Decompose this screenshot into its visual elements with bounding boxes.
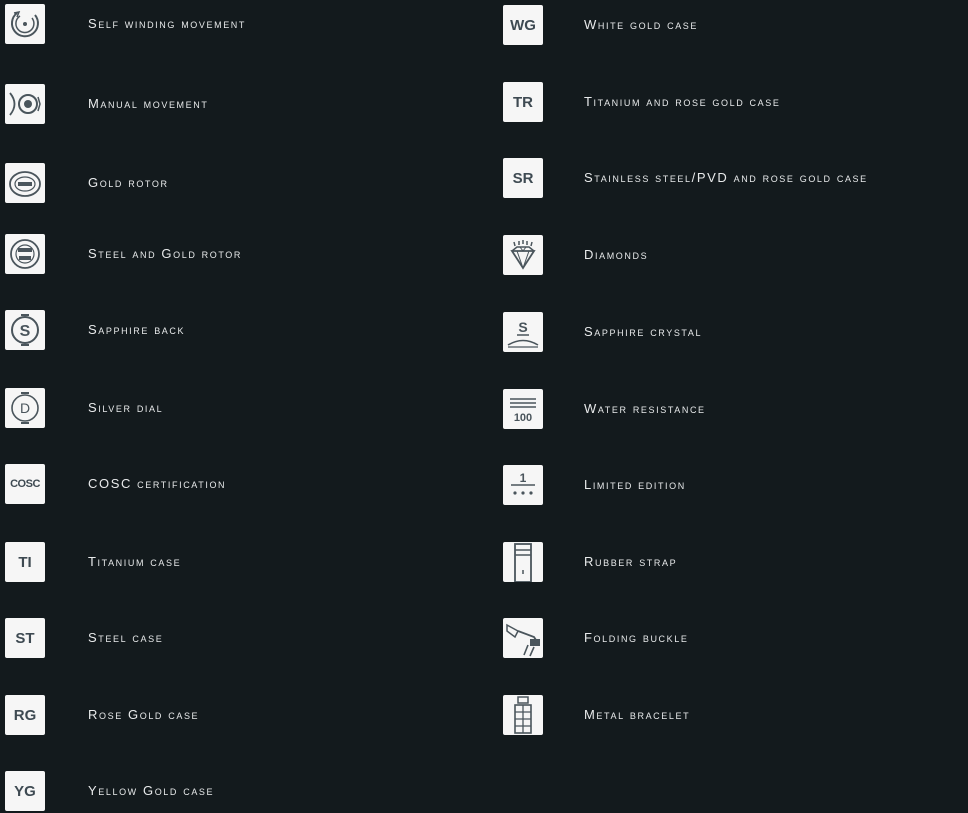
manual-movement-icon	[5, 84, 45, 124]
legend-label: Diamonds	[584, 247, 649, 262]
svg-text:1: 1	[519, 471, 527, 485]
legend-label: COSC certification	[88, 476, 227, 491]
legend-label: Titanium and rose gold case	[584, 94, 781, 109]
svg-text:S: S	[19, 323, 31, 340]
silver-dial-icon	[5, 388, 45, 428]
rose-gold-case-icon: RG	[5, 695, 45, 735]
legend-label: Titanium case	[88, 554, 182, 569]
legend-label: Self winding movement	[88, 16, 246, 31]
titanium-rose-gold-case-icon: TR	[503, 82, 543, 122]
legend-label: Sapphire crystal	[584, 324, 703, 339]
legend-label: Stainless steel/PVD and rose gold case	[584, 170, 868, 185]
legend-label: Silver dial	[88, 400, 164, 415]
water-resistance-icon	[503, 389, 543, 429]
self-winding-icon	[5, 4, 45, 44]
legend-label: Manual movement	[88, 96, 209, 111]
diamond-icon	[503, 235, 543, 275]
steel-pvd-rose-gold-case-icon: SR	[503, 158, 543, 198]
sapphire-back-icon	[5, 310, 45, 350]
legend-label: Yellow Gold case	[88, 783, 215, 798]
folding-buckle-icon	[503, 618, 543, 658]
yellow-gold-case-icon: YG	[5, 771, 45, 811]
legend-label: Water resistance	[584, 401, 706, 416]
legend-label: Folding buckle	[584, 630, 689, 645]
limited-edition-icon	[503, 465, 543, 505]
legend-label: White gold case	[584, 17, 699, 32]
metal-bracelet-icon	[503, 695, 543, 735]
gold-rotor-icon	[5, 163, 45, 203]
legend-label: Steel case	[88, 630, 164, 645]
cosc-icon: COSC	[5, 464, 45, 504]
legend-label: Limited edition	[584, 477, 686, 492]
rubber-strap-icon	[503, 542, 543, 582]
steel-gold-rotor-icon	[5, 234, 45, 274]
legend-label: Metal bracelet	[584, 707, 691, 722]
legend-label: Rubber strap	[584, 554, 678, 569]
steel-case-icon: ST	[5, 618, 45, 658]
sapphire-crystal-icon	[503, 312, 543, 352]
svg-text:D: D	[19, 400, 31, 416]
legend-label: Steel and Gold rotor	[88, 246, 242, 261]
legend-label: Gold rotor	[88, 175, 169, 190]
legend-label: Sapphire back	[88, 322, 186, 337]
titanium-case-icon: TI	[5, 542, 45, 582]
svg-text:100: 100	[513, 412, 533, 424]
white-gold-case-icon: WG	[503, 5, 543, 45]
svg-text:S: S	[518, 319, 528, 335]
legend-label: Rose Gold case	[88, 707, 200, 722]
